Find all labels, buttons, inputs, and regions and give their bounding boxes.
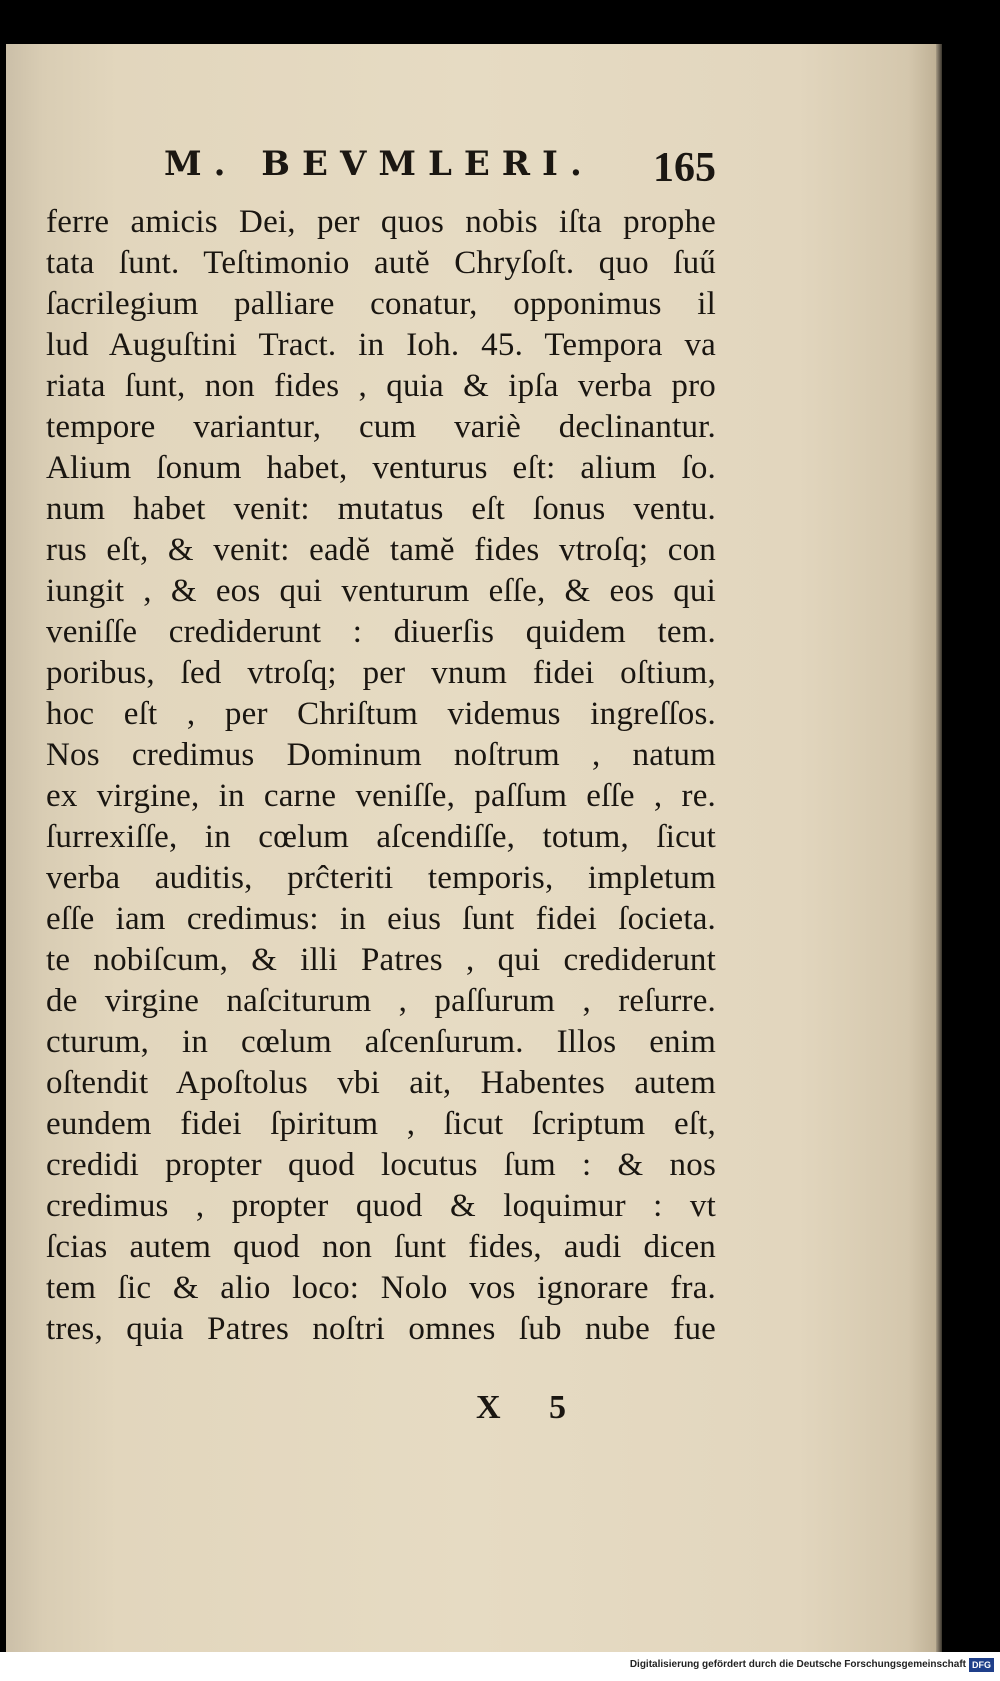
text-line: credidi propter quod locutus ſum : & nos xyxy=(46,1147,716,1183)
dfg-logo-icon: DFG xyxy=(969,1658,994,1672)
book-page xyxy=(6,44,936,1652)
text-line: poribus, ſed vtroſq; per vnum fidei oſtium, xyxy=(46,655,716,691)
text-line: Nos credimus Dominum noſtrum , natum xyxy=(46,737,716,773)
funding-credit: Digitalisierung gefördert durch die Deutsche Forschungsgemeinschaft xyxy=(629,1659,966,1670)
page-edge-shadow xyxy=(936,44,942,1652)
text-line: ex virgine, in carne veniſſe, paſſum eſſe , re. xyxy=(46,778,716,814)
text-line: rus eſt, & venit: eadĕ tamĕ fides vtroſq; con xyxy=(46,532,716,568)
footer-bar xyxy=(0,1652,1000,1681)
text-line: tem ſic & alio loco: Nolo vos ignorare fra. xyxy=(46,1270,716,1306)
running-title: M. BEVMLERI. xyxy=(164,144,594,184)
text-line: eſſe iam credimus: in eius ſunt fidei ſocieta. xyxy=(46,901,716,937)
text-line: ferre amicis Dei, per quos nobis iſta prophe xyxy=(46,204,716,240)
text-line: te nobiſcum, & illi Patres , qui crediderunt xyxy=(46,942,716,978)
text-line: tres, quia Patres noſtri omnes ſub nube fue xyxy=(46,1311,716,1347)
text-line: verba auditis, prĉteriti temporis, impletum xyxy=(46,860,716,896)
text-line: iungit , & eos qui venturum eſſe, & eos qui xyxy=(46,573,716,609)
text-line: oſtendit Apoſtolus vbi ait, Habentes autem xyxy=(46,1065,716,1101)
text-line: tempore variantur, cum variè declinantur. xyxy=(46,409,716,445)
text-line: Alium ſonum habet, venturus eſt: alium ſo. xyxy=(46,450,716,486)
text-line: de virgine naſciturum , paſſurum , reſurre. xyxy=(46,983,716,1019)
body-text xyxy=(46,202,716,1350)
text-line: ſcias autem quod non ſunt fides, audi dicen xyxy=(46,1229,716,1265)
signature-mark: X 5 xyxy=(476,1389,587,1426)
text-line: ſacrilegium palliare conatur, opponimus il xyxy=(46,286,716,322)
text-line: credimus , propter quod & loquimur : vt xyxy=(46,1188,716,1224)
text-line: tata ſunt. Teſtimonio autĕ Chryſoſt. quo ſuű xyxy=(46,245,716,281)
text-line: eundem fidei ſpiritum , ſicut ſcriptum eſt, xyxy=(46,1106,716,1142)
text-line: cturum, in cœlum aſcenſurum. Illos enim xyxy=(46,1024,716,1060)
text-line: hoc eſt , per Chriſtum videmus ingreſſos. xyxy=(46,696,716,732)
text-line: veniſſe crediderunt : diuerſis quidem tem. xyxy=(46,614,716,650)
page-number: 165 xyxy=(653,145,716,191)
text-line: num habet venit: mutatus eſt ſonus ventu. xyxy=(46,491,716,527)
running-head xyxy=(156,144,716,204)
text-line: lud Auguſtini Tract. in Ioh. 45. Tempora va xyxy=(46,327,716,363)
text-line: riata ſunt, non fides , quia & ipſa verba pro xyxy=(46,368,716,404)
text-line: ſurrexiſſe, in cœlum aſcendiſſe, totum, ſicut xyxy=(46,819,716,855)
